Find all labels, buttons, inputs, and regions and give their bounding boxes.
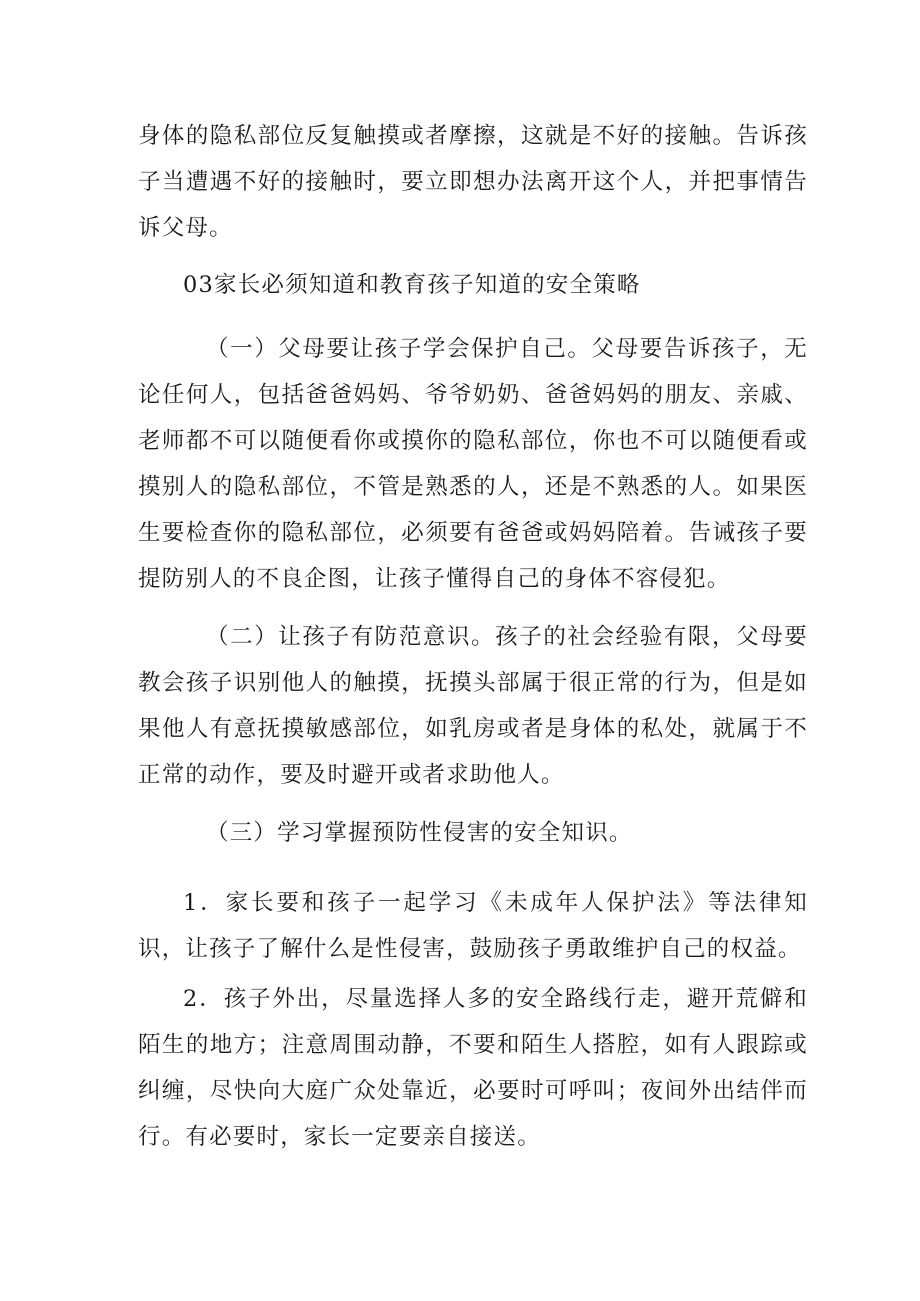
paragraph-point-2: 2．孩子外出，尽量选择人多的安全路线行走，避开荒僻和陌生的地方；注意周围动静，不要和陌生人搭腔，如有人跟踪或纠缠，尽快向大庭广众处靠近，必要时可呼叫；夜间外出结伴而行。有必要时，家长一定要亲自接送。 <box>138 986 808 1150</box>
paragraph-point-1: 1．家长要和孩子一起学习《未成年人保护法》等法律知识，让孩子了解什么是性侵害，鼓励孩子勇敢维护自己的权益。 <box>138 890 808 962</box>
paragraph-item-2: （二）让孩子有防范意识。孩子的社会经验有限，父母要教会孩子识别他人的触摸，抚摸头部属于很正常的行为，但是如果他人有意抚摸敏感部位，如乳房或者是身体的私处，就属于不正常的动作，要及时避开或者求助他人。 <box>138 624 808 788</box>
section-heading: 03家长必须知道和教育孩子知道的安全策略 <box>183 272 641 298</box>
paragraph-item-3: （三）学习掌握预防性侵害的安全知识。 <box>206 820 633 846</box>
paragraph-continuation: 身体的隐私部位反复触摸或者摩擦，这就是不好的接触。告诉孩子当遭遇不好的接触时，要立即想办法离开这个人，并把事情告诉父母。 <box>138 123 808 241</box>
paragraph-item-1: （一）父母要让孩子学会保护自己。父母要告诉孩子，无论任何人，包括爸爸妈妈、爷爷奶奶、爸爸妈妈的朋友、亲戚、老师都不可以随便看你或摸你的隐私部位，你也不可以随便看或摸别人的隐私部位，不管是熟悉的人，还是不熟悉的人。如果医生要检查你的隐私部位，必须要有爸爸或妈妈陪着。告诫孩子要提防别人的不良企图，让孩子懂得自己的身体不容侵犯。 <box>138 336 808 592</box>
